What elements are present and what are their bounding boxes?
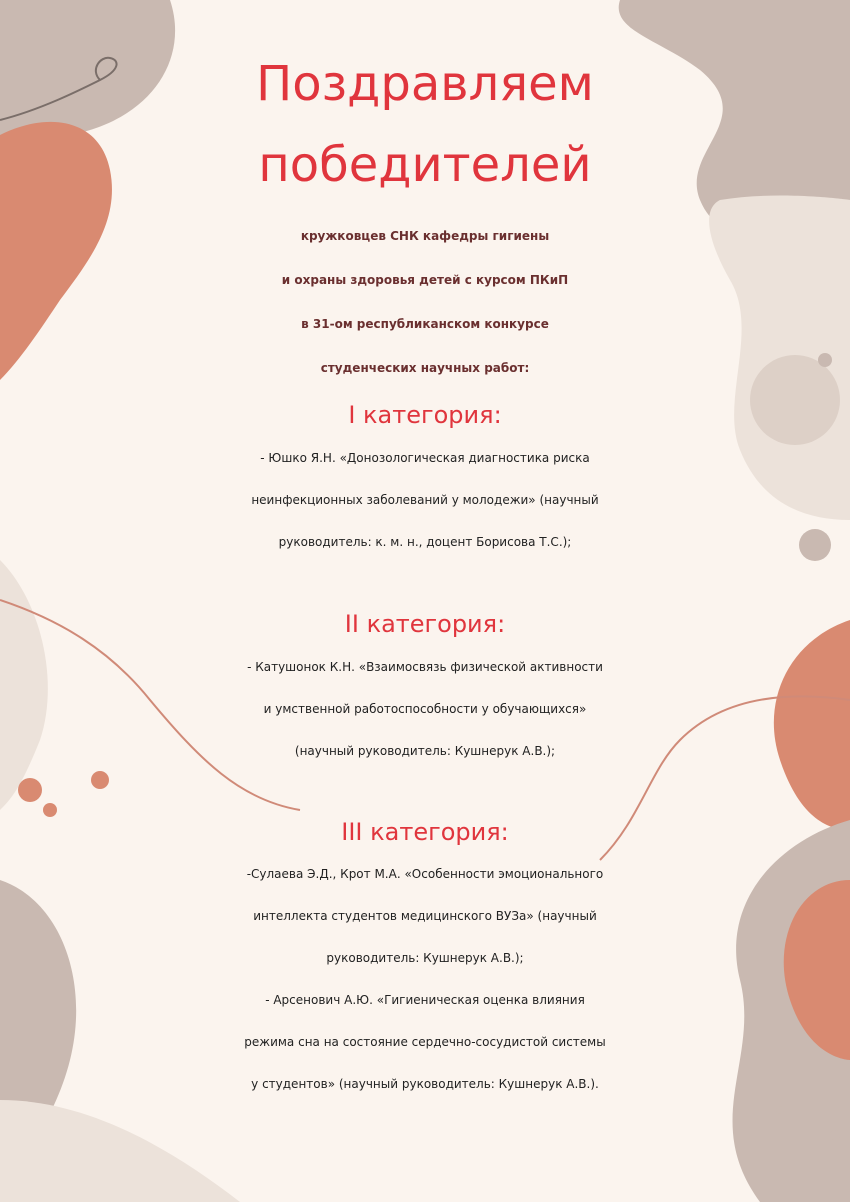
entry-line: (научный руководитель: Кушнерук А.В.);	[294, 744, 556, 758]
title-line-2: победителей	[258, 137, 592, 193]
entry-line: режима сна на состояние сердечно-сосудистой системы	[244, 1035, 606, 1049]
entry-line: - Юшко Я.Н. «Донозологическая диагностика риска	[260, 451, 590, 465]
category-1-heading: I категория:	[348, 401, 502, 429]
category-2-heading: II категория:	[344, 610, 506, 638]
entry-line: - Арсенович А.Ю. «Гигиеническая оценка влияния	[265, 993, 585, 1007]
category-1-entries	[0, 437, 850, 563]
entry-line: руководитель: к. м. н., доцент Борисова Т.С.);	[278, 535, 572, 549]
entry-line: и умственной работоспособности у обучающихся»	[263, 702, 587, 716]
entry-line: - Катушонок К.Н. «Взаимосвязь физической активности	[247, 660, 603, 674]
title-line-1: Поздравляем	[256, 56, 594, 112]
subtitle-line: студенческих научных работ:	[320, 361, 530, 375]
subtitle-line: в 31-ом республиканском конкурсе	[301, 317, 549, 331]
entry-line: -Сулаева Э.Д., Крот М.А. «Особенности эмоционального	[246, 867, 604, 881]
category-2-entries	[0, 646, 850, 772]
subtitle	[0, 214, 850, 390]
category-3-entries	[0, 853, 850, 1105]
entry-line: руководитель: Кушнерук А.В.);	[326, 951, 524, 965]
category-3-heading: III категория:	[341, 818, 509, 846]
subtitle-line: кружковцев СНК кафедры гигиены	[300, 229, 550, 243]
subtitle-line: и охраны здоровья детей с курсом ПКиП	[281, 273, 569, 287]
entry-line: у студентов» (научный руководитель: Кушнерук А.В.).	[251, 1077, 599, 1091]
entry-line: неинфекционных заболеваний у молодежи» (научный	[251, 493, 599, 507]
entry-line: интеллекта студентов медицинского ВУЗа» (научный	[253, 909, 597, 923]
